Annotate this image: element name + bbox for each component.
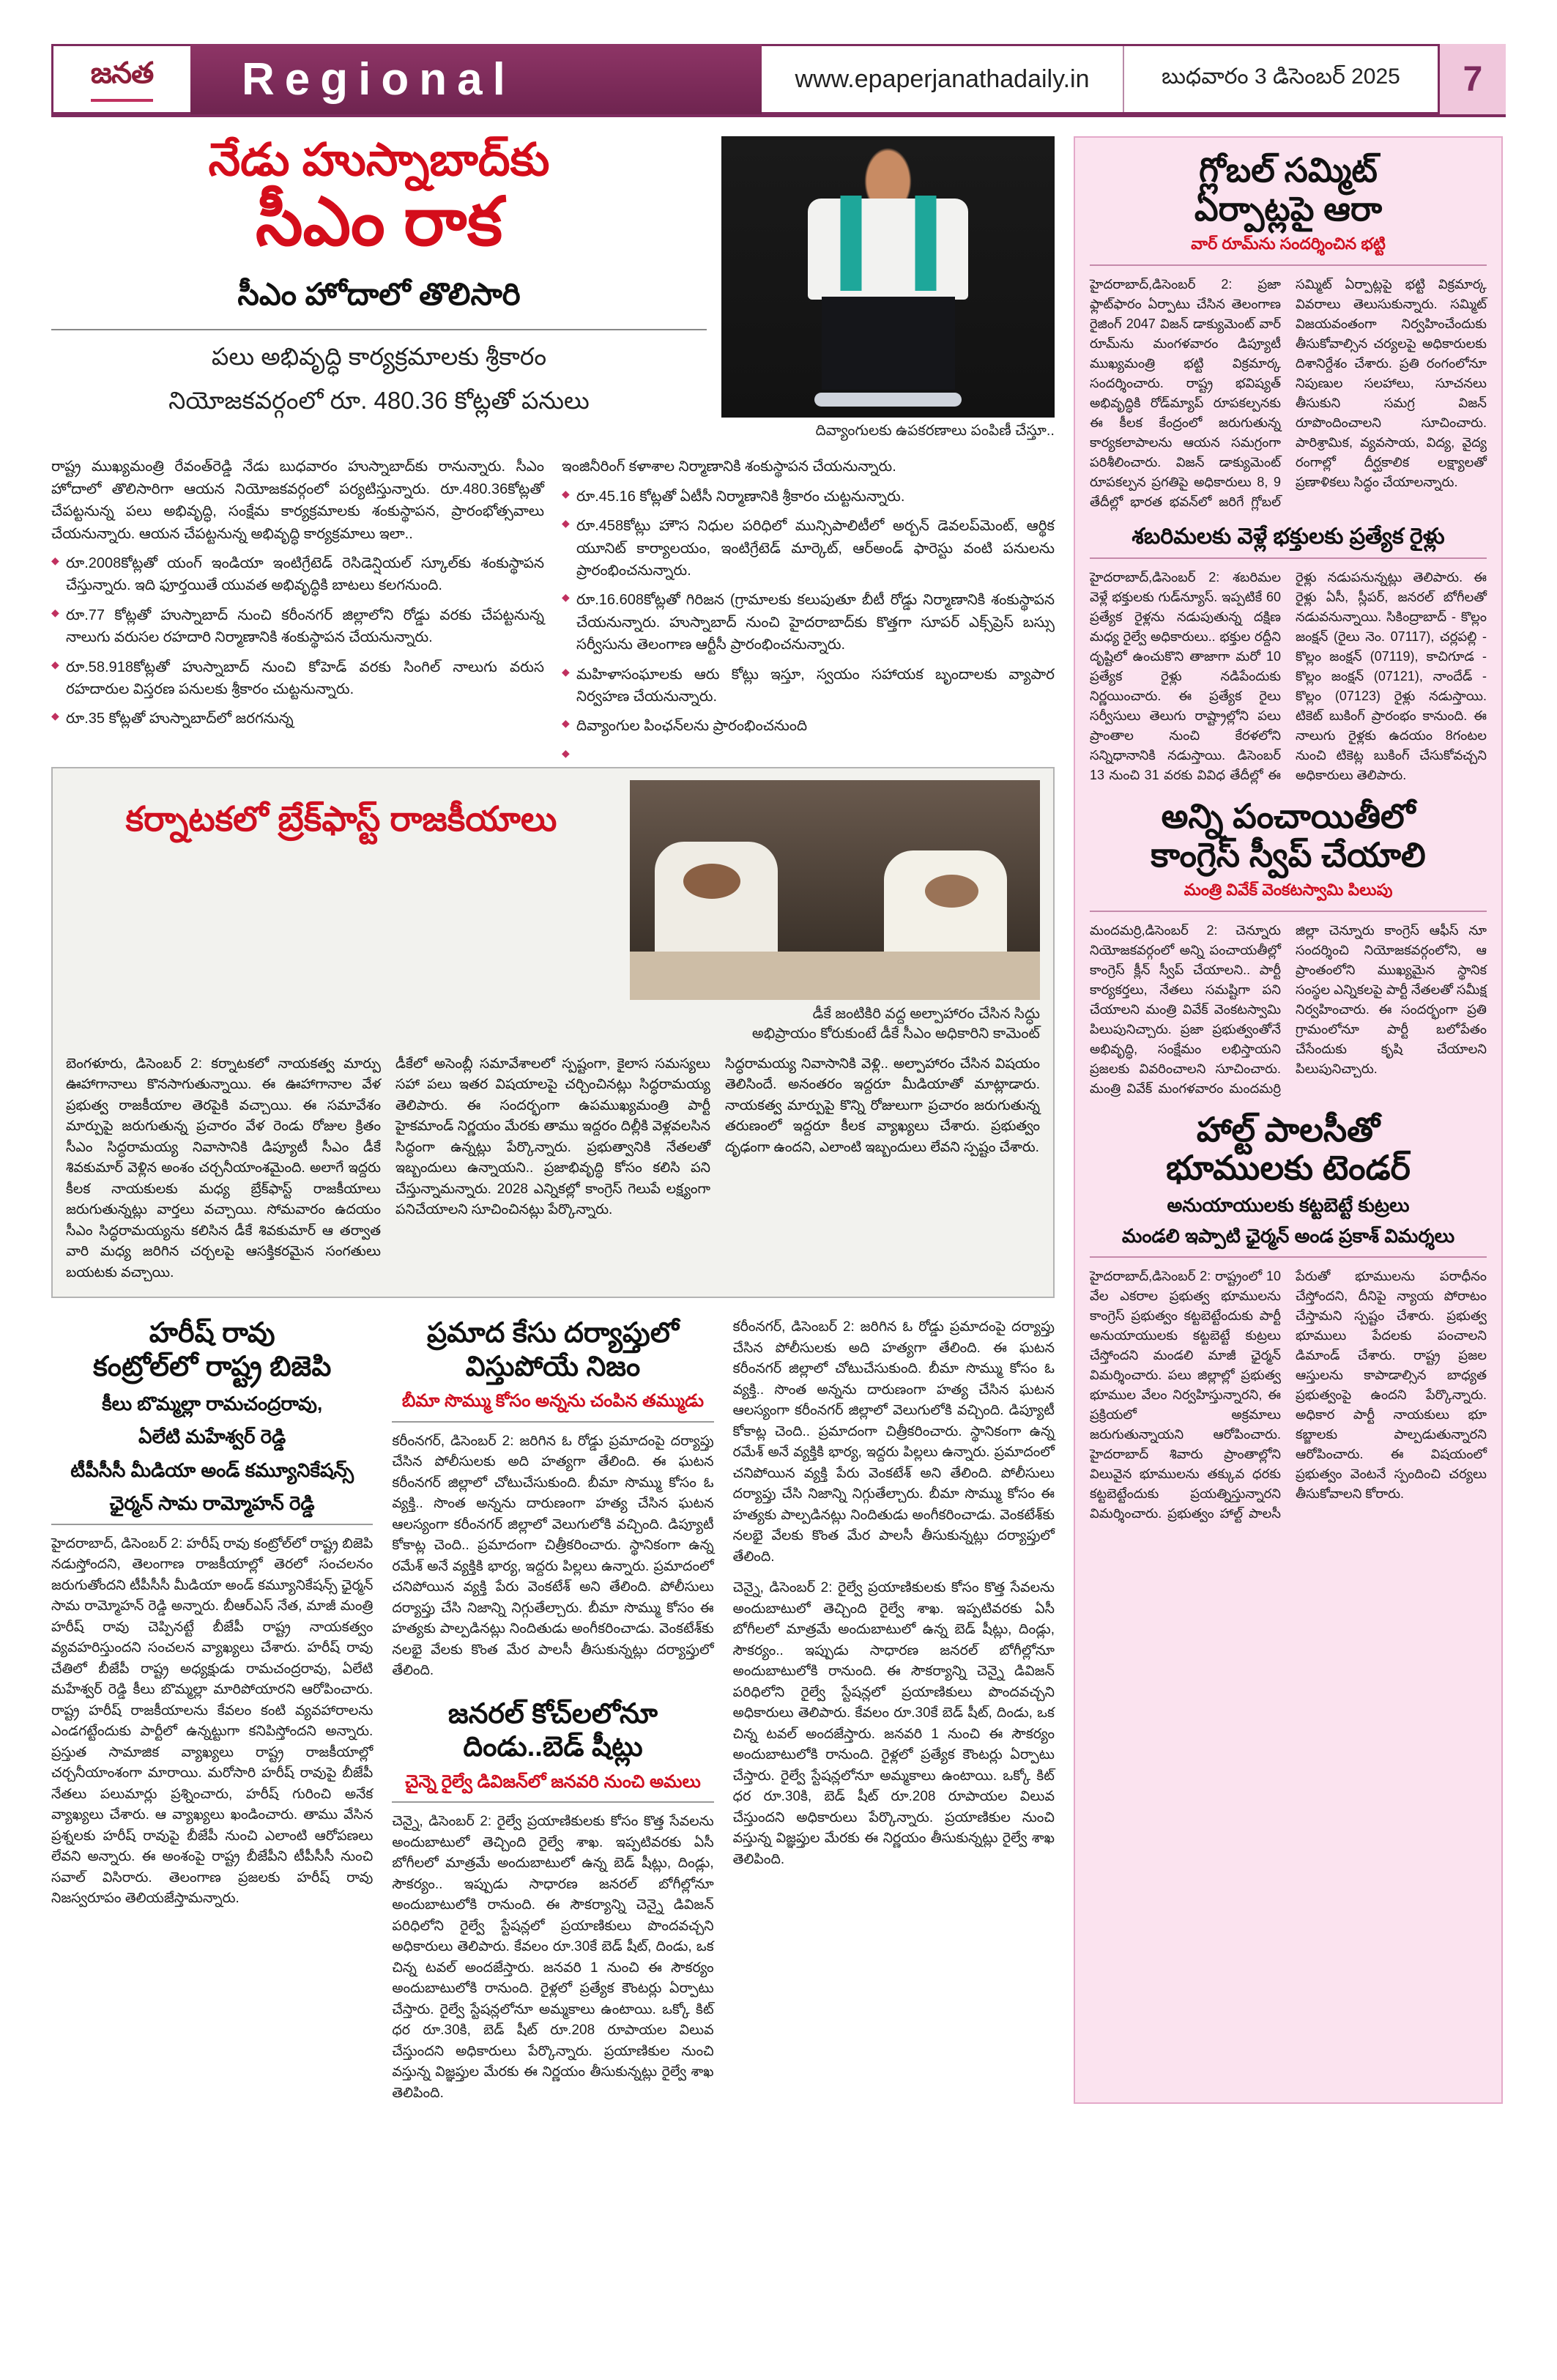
lead-headline-line2: సీఎం రాక (255, 185, 503, 260)
masthead-info (762, 44, 1440, 114)
divider (1090, 911, 1487, 912)
lead-body-col-2 (562, 456, 1055, 744)
lead-photo-caption: దివ్యాంగులకు ఉపకరణాలు పంపిణీ చేస్తూ.. (815, 423, 1055, 440)
harish-body: హైదరాబాద్, డిసెంబర్ 2: హరీష్ రావు కంట్రోల్‌లో రాష్ట్ర బిజెపి నడుస్తోందని, తెలంగాణ రాజకీయాల్లో తెరలో సంచలనం జరుగుతోందని టీపీసీసీ మీడియా అండ్ కమ్యూనికేషన్స్ ఛైర్మన్ సామ రామ్మోహన్ రెడ్డి అన్నారు. బీఆర్ఎస్ నేత, మాజీ మంత్రి హరీష్ రావు చెప్పినట్టే బీజేపీ రాష్ట్ర నాయకత్వం వ్యవహరిస్తుందని సంచలన వ్యాఖ్యలు చేశారు. హరీష్ రావు చేతిలో బీజేపీ రాష్ట్ర అధ్యక్షుడు రామచంద్రరావు, ఏలేటి మహేశ్వర్ రెడ్డి కీలు బొమ్మల్లా మారిపోయారని ఆరోపించారు. రాష్ట్ర హరీష్ రాజకీయాలను కేవలం కంటి వ్యవహారాలను ఎండగట్టేందుకు పార్టీలో ఉన్నట్టుగా కనిపిస్తోందని అన్నారు. ప్రస్తుత సామాజిక వ్యాఖ్యలు రాష్ట్ర రాజకీయాల్లో చర్చనీయాంశంగా మారాయి. మరోసారి హరీష్ రావుపై బీజేపీ నేతలు పలుమార్లు ప్రశ్నించారు, హరీష్ గురించి అనేక వ్యాఖ్యలు చేశారు. ఆ వ్యాఖ్యలు ఖండించారు. తాము వేసిన ప్రశ్నలకు హరీష్ రావుపై బీజేపీ నుంచి ఎలాంటి ఆరోపణలు లేవని అన్నారు. ఈ అంశంపై రాష్ట్ర బీజేపీని టీపీసీసీ నుంచి సవాల్ విసిరారు. తెలంగాణ ప్రజలకు హరీష్ రావు నిజస్వరూపం తెలియజేస్తామన్నారు. (51, 1535, 374, 1907)
accident-headline: ప్రమాద కేసు దర్యాప్తులో విస్తుపోయే నిజం (427, 1318, 679, 1382)
publication-logo-text: జనత (91, 57, 153, 102)
lead-body-col-1 (51, 456, 544, 744)
lead-bullet: ◆ మహిళాసంఘాలకు ఆరు కోట్లు ఇస్తూ, స్వయం సహాయక బృందాలకు వ్యాపార నిర్వహణ చేయనున్నారు. (562, 664, 1055, 708)
harish-sub-line3: టీపీసీసీ మీడియా అండ్ కమ్యూనికేషన్స్ (70, 1458, 354, 1481)
lead-headline-line1: నేడు హుస్నాబాద్‌కు (208, 135, 550, 185)
lead-bullet: ◆ రూ.77 కోట్లతో హుస్నాబాద్ నుంచి కరీంనగర్ జిల్లాలోని రోడ్డు వరకు చేపట్టనున్న నాలుగు వరుసల రహదారి నిర్మాణానికి శంకుస్థాపన చేయనున్నారు. (51, 604, 544, 649)
halt-policy-body: హైదరాబాద్,డిసెంబర్ 2: రాష్ట్రంలో 10 వేల ఎకరాల ప్రభుత్వ భూములను కాంగ్రెస్ ప్రభుత్వం కట్టబెట్టేందుకు పార్టీ అనుయాయులకు కట్టబెట్టే కుట్రలు చేస్తోందని మండలి మాజీ ఛైర్మన్ విమర్శించారు. పలు జిల్లాల్లో ప్రభుత్వ భూముల వేలం నిర్వహిస్తున్నారని, ఈ ప్రక్రియలో అక్రమాలు జరుగుతున్నాయని ఆరోపించారు. హైదరాబాద్ శివారు ప్రాంతాల్లోని విలువైన భూములను తక్కువ ధరకు కట్టబెట్టేందుకు ప్రయత్నిస్తున్నారని విమర్శించారు. ప్రభుత్వం హాల్ట్ పాలసీ పేరుతో భూములను పరాధీనం చేస్తోందని, దీనిపై న్యాయ పోరాటం చేస్తామని స్పష్టం చేశారు. ప్రభుత్వ భూములు పేదలకు పంచాలని డిమాండ్ చేశారు. రాష్ట్ర ప్రజల ఆస్తులను కాపాడాల్సిన బాధ్యత ప్రభుత్వంపై ఉందని పేర్కొన్నారు. అధికార పార్టీ నాయకులు భూ కబ్జాలకు పాల్పడుతున్నారని ఆరోపించారు. ఈ విషయంలో ప్రభుత్వం వెంటనే స్పందించి చర్యలు తీసుకోవాలని కోరారు. (1090, 1268, 1487, 1521)
karnataka-headline: కర్నాటకలో బ్రేక్‌ఫాస్ట్ రాజకీయాలు (125, 798, 557, 838)
global-summit-subheadline: వార్ రూమ్‌ను సందర్శించిన భట్టి (1191, 234, 1386, 253)
karnataka-photo-wrap (630, 780, 1040, 1044)
harish-headline-line2: కంట్రోల్‌లో రాష్ట్ర బిజెపి (92, 1351, 332, 1382)
karnataka-photo (630, 780, 1040, 1000)
general-coach-subheadline: చైన్నె రైల్వే డివిజన్‌లో జనవరి నుంచి అమలు (405, 1771, 701, 1792)
general-coach-headline: జనరల్ కోచ్‌లలోనూ దిండు..బెడ్ షీట్లు (447, 1698, 658, 1763)
lead-subheadline: సీఎం హోదాలో తొలిసారి (51, 277, 707, 330)
bottom-section (51, 1317, 1055, 2104)
karnataka-col-1: బెంగళూరు, డిసెంబర్ 2: కర్నాటకలో నాయకత్వ మార్పు ఊహాగానాలు కొనసాగుతున్నాయి. ఈ ఊహాగానాల వేళ ప్రభుత్వ రాజకీయాల తెరపైకి వచ్చాయి. ఈ సమావేశం మార్పుపై జరుగుతున్న ప్రచారం వేళ రెండు రోజుల క్రితం సీఎం సిద్ధరామయ్య నివాసానికి డిప్యూటీ సీఎం డీకే శివకుమార్ వెళ్లిన అంశం చర్చనీయాంశమైంది. అలాగే ఇద్దరు కీలక నాయకులకు మధ్య బ్రేక్‌ఫాస్ట్ రాజకీయాలు జరుగుతున్నట్లు వార్తలు వచ్చాయి. సోమవారం ఉదయం సీఎం సిద్ధరామయ్యను కలిసిన డీకే శివకుమార్ ఆ తర్వాత వారి మధ్య జరిగిన చర్చలపై ఆసక్తికరమైన సంగతులు బయటకు వచ్చాయి. (66, 1056, 381, 1280)
accident-body: కరీంనగర్, డిసెంబర్ 2: జరిగిన ఓ రోడ్డు ప్రమాదంపై దర్యాప్తు చేసిన పోలీసులకు అది హత్యగా తేలింది. ఈ ఘటన కరీంనగర్ జిల్లాలో చోటుచేసుకుంది. బీమా సొమ్ము కోసం ఓ వ్యక్తి.. సొంత అన్నను దారుణంగా హత్య చేసిన ఘటన ఆలస్యంగా కరీంనగర్ జిల్లాలో వెలుగులోకి వచ్చింది. డిప్యూటీ కోకాట్ల చెంది.. ప్రమాదంగా చిత్రీకరించారు. స్థానికంగా ఉన్న రమేశ్ అనే వ్యక్తికి భార్య, ఇద్దరు పిల్లలు ఉన్నారు. ప్రమాదంలో చనిపోయిన వ్యక్తి పేరు వెంకటేశ్ అని తేలింది. పోలీసులు దర్యాప్తు చేసి నిజాన్ని నిగ్గుతేల్చారు. బీమా సొమ్ము కోసం ఈ హత్యకు పాల్పడినట్లు నిందితుడు అంగీకరించాడు. వెంకటేశ్‌కు నలభై వేలకు కొంత మేర పాలసీ తీసుకున్నట్లు దర్యాప్తులో తేలింది. (392, 1433, 714, 1679)
page-number: 7 (1440, 44, 1506, 114)
karnataka-col-3: సిద్ధరామయ్య నివాసానికి వెళ్లి.. అల్పాహారం చేసిన విషయం తెలిసిందే. అనంతరం ఇద్దరూ మీడియాతో మాట్లాడారు. నాయకత్వ మార్పుపై కొన్ని రోజులుగా ప్రచారం జరుగుతున్న తరుణంలో ఇద్దరూ కీలక వ్యాఖ్యలు చేశారు. ప్రభుత్వం దృఢంగా ఉందని, ఎలాంటి ఇబ్బందులు లేవని స్పష్టం చేశారు. (725, 1056, 1040, 1155)
page-body (51, 136, 1506, 2104)
cm-portrait-figure (721, 136, 1055, 418)
sabarimala-story (1090, 524, 1487, 785)
general-coach-overflow-text: చెన్నై, డిసెంబర్ 2: రైల్వే ప్రయాణికులకు కోసం కొత్త సేవలను అందుబాటులో తెచ్చింది రైల్వే శాఖ. ఇప్పటివరకు ఏసీ బోగీలలో మాత్రమే అందుబాటులో ఉన్న బెడ్ షీట్లు, దిండ్లు, సౌకర్యం.. ఇప్పుడు సాధారణ జనరల్ బోగీల్లోనూ అందుబాటులోకి రానుంది. ఈ సౌకర్యాన్ని చెన్నై డివిజన్ పరిధిలోని రైల్వే స్టేషన్లలో ప్రయాణికులు పొందవచ్చని అధికారులు తెలిపారు. కేవలం రూ.30కే బెడ్ షీట్, దిండు, ఒక చిన్న టవల్ అందజేస్తారు. జనవరి 1 నుంచి ఈ సౌకర్యం అందుబాటులోకి రానుంది. రైళ్లలో ప్రత్యేక కౌంటర్లు ఏర్పాటు చేస్తారు. రైల్వే స్టేషన్లలోనూ అమ్మకాలు ఉంటాయి. ఒక్కో కిట్ ధర రూ.30కి, బెడ్ షీట్ రూ.208 రూపాయల విలువ చేస్తుందని అధికారులు పేర్కొన్నారు. ప్రయాణికుల నుంచి వస్తున్న విజ్ఞప్తుల మేరకు ఈ నిర్ణయం తీసుకున్నట్లు రైల్వే శాఖ తెలిపింది. (732, 1580, 1055, 1867)
lead-story-text (51, 136, 707, 418)
panchayat-story (1090, 797, 1487, 1099)
divider (392, 1421, 713, 1423)
halt-policy-headline-line1: హాల్ట్ పాలసీతో (1196, 1110, 1381, 1149)
photo-person-left-head (683, 864, 740, 899)
photo-person-right-head (925, 875, 978, 908)
lead-bullet: ◆ రూ.458కోట్లు హౌస నిధుల పరిధిలో మున్సిపాలిటీలో అర్బన్ డెవలప్‌మెంట్, ఆర్థిక యూనిట్ కార్యాలయం, ఇంటిగ్రేటెడ్ మార్కెట్, ఆర్‌అండ్ ఫారెస్టు వంటి పనులను ప్రారంభించనున్నారు. (562, 515, 1055, 582)
karnataka-top (66, 780, 1040, 1044)
portrait-trousers (822, 297, 955, 390)
halt-policy-story (1090, 1111, 1487, 1524)
lead-bullet: ◆ రూ.2008కోట్లతో యంగ్ ఇండియా ఇంటిగ్రేటెడ్ రెసిడెన్షియల్ స్కూల్‌కు శంకుస్థాపన చేస్తున్నారు. ఇది ఫూర్తయితే యువత అభివృద్ధికి బాటలు కలగనుంది. (51, 552, 544, 597)
divider (1090, 1256, 1487, 1258)
harish-headline-line1: హరీష్ రావు (149, 1318, 275, 1349)
sabarimala-body: హైదరాబాద్,డిసెంబర్ 2: శబరిమల వెళ్లే భక్తులకు గుడ్‌న్యూస్. ఇప్పటికే 60 ప్రత్యేక రైళ్లను నడుపుతున్న దక్షిణ మధ్య రైల్వే అధికారులు.. భక్తుల రద్దీని దృష్టిలో ఉంచుకొని తాజాగా మరో 10 ప్రత్యేక రైళ్లు నడిపేందుకు నిర్ణయించారు. ఈ ప్రత్యేక రైలు సర్వీసులు తెలుగు రాష్ట్రాల్లోని పలు ప్రాంతాల నుంచి కేరళలోని సన్నిధానానికి నడుస్తాయి. డిసెంబర్ 13 నుంచి 31 వరకు వివిధ తేదీల్లో ఈ రైళ్లు నడుపనున్నట్లు తెలిపారు. ఈ రైళ్లు ఏసీ, స్లీపర్, జనరల్ బోగీలతో నడువనున్నాయి. సికింద్రాబాద్ - కొల్లం జంక్షన్ (రైలు నెం. 07117), చర్లపల్లి - కొల్లం జంక్షన్ (07119), కాచిగూడ - కొల్లం జంక్షన్ (07121), నాందేడ్ - కొల్లం (07123) రైళ్లు నడుస్తాయి. టికెట్ బుకింగ్ ప్రారంభం కానుంది. ఈ నాలుగు రైళ్లకు ఉదయం 8గంటల నుంచి టికెట్ల బుకింగ్ చేసుకోవచ్చని అధికారులు తెలిపారు. (1090, 569, 1487, 782)
lead-bullet: ◆ రూ.45.16 కోట్లతో ఏటీసీ నిర్మాణానికి శ్రీకారం చుట్టనున్నారు. (562, 486, 1055, 508)
harish-sub-line1: కీలు బొమ్మల్లా రామచంద్రరావు, (102, 1393, 323, 1415)
section-title: Regional (242, 53, 516, 105)
karnataka-caption (630, 1004, 1040, 1044)
panchayat-subheadline: మంత్రి వివేక్ వెంకటస్వామి పిలుపు (1183, 880, 1393, 899)
publication-logo (51, 44, 190, 114)
divider (1090, 557, 1487, 559)
halt-policy-sub-line1: అనుయాయులకు కట్టబెట్టే కుట్రలు (1167, 1194, 1410, 1217)
global-summit-headline-line2: ఏర్పాట్లపై ఆరా (1194, 189, 1383, 228)
lead-bullet: ◆ రూ.16.608కోట్లతో గిరిజన (గ్రామాలకు కలుపుతూ బీటీ రోడ్డు నిర్మాణానికి శంకుస్థాపన చేయనున్నారు. హుస్నాబాద్ నుంచి హైదరాబాద్‌కు కొత్తగా సూపర్ ఎక్స్‌ప్రెస్ బస్సు సర్వీసును తెలంగాణ ఆర్టీసీ ప్రారంభించనున్నారు. (562, 589, 1055, 656)
harish-sub-line4: ఛైర్మన్ సామ రామ్మోహన్ రెడ్డి (109, 1491, 315, 1514)
halt-policy-headline-line2: భూములకు టెండర్ (1166, 1149, 1411, 1187)
harish-story (51, 1317, 373, 2104)
lead-deck-line1: పలు అభివృద్ధి కార్యక్రమాలకు శ్రీకారం (211, 342, 547, 370)
global-summit-headline-line1: గ్లోబల్ సమ్మిట్ (1199, 151, 1378, 189)
halt-policy-sub-line2: మండలి ఇప్పాటి ఛైర్మన్ అండ ప్రకాశ్ విమర్శలు (1121, 1225, 1455, 1248)
masthead (51, 44, 1506, 117)
portrait-shoes (814, 393, 961, 407)
accident-overflow-text: కరీంనగర్, డిసెంబర్ 2: జరిగిన ఓ రోడ్డు ప్రమాదంపై దర్యాప్తు చేసిన పోలీసులకు అది హత్యగా తేలింది. ఈ ఘటన కరీంనగర్ జిల్లాలో చోటుచేసుకుంది. బీమా సొమ్ము కోసం ఓ వ్యక్తి.. సొంత అన్నను దారుణంగా హత్య చేసిన ఘటన ఆలస్యంగా కరీంనగర్ జిల్లాలో వెలుగులోకి వచ్చింది. డిప్యూటీ కోకాట్ల చెంది.. ప్రమాదంగా చిత్రీకరించారు. స్థానికంగా ఉన్న రమేశ్ అనే వ్యక్తికి భార్య, ఇద్దరు పిల్లలు ఉన్నారు. ప్రమాదంలో చనిపోయిన వ్యక్తి పేరు వెంకటేశ్ అని తేలింది. పోలీసులు దర్యాప్తు చేసి నిజాన్ని నిగ్గుతేల్చారు. బీమా సొమ్ము కోసం ఈ హత్యకు పాల్పడినట్లు నిందితుడు అంగీకరించాడు. వెంకటేశ్‌కు నలభై వేలకు కొంత మేర పాలసీ తీసుకున్నట్లు దర్యాప్తులో తేలింది. (732, 1319, 1055, 1565)
lead-story (51, 135, 1055, 440)
lead-bullet: ◆ దివ్యాంగుల పింఛన్‌లను ప్రారంభించనుంది (562, 715, 1055, 737)
panchayat-body: మందమర్రి,డిసెంబర్ 2: చెన్నూరు నియోజకవర్గంలో అన్ని పంచాయతీల్లో కాంగ్రెస్ క్లీన్ స్వీప్ చేయాలని.. పార్టీ కార్యకర్తలు, నేతలు సమష్టిగా పని చేయాలని మంత్రి వివేక్ వెంకటస్వామి పిలుపునిచ్చారు. ప్రజా ప్రభుత్వంతోనే అభివృద్ధి, సంక్షేమం లభిస్తాయని ప్రజలకు వివరించాలని సూచించారు. మంత్రి వివేక్ మంగళవారం మందమర్రి జిల్లా చెన్నూరు కాంగ్రెస్ ఆఫీస్ నూ సందర్శించి నియోజకవర్గంలోని, ఆ ప్రాంతంలోని ముఖ్యమైన స్థానిక సంస్థల ఎన్నికలపై పార్టీ నేతలతో సమీక్ష నిర్వహించారు. ఈ సందర్భంగా ప్రతి గ్రామంలోనూ పార్టీ బలోపేతం చేసేందుకు కృషి చేయాలని పిలుపునిచ్చారు. (1090, 922, 1487, 1096)
lead-deck-line2: నియోజకవర్గంలో రూ. 480.36 కోట్లతో పనులు (168, 386, 590, 414)
sabarimala-headline: శబరిమలకు వెళ్లే భక్తులకు ప్రత్యేక రైళ్లు (1131, 524, 1445, 549)
publication-date: బుధవారం 3 డిసెంబర్ 2025 (1123, 46, 1438, 112)
bottom-overflow-column (733, 1317, 1055, 2104)
global-summit-story (1090, 151, 1487, 512)
global-summit-body: హైదరాబాద్,డిసెంబర్ 2: ప్రజా ఫ్లాట్‌ఫారం ఏర్పాటు చేసిన తెలంగాణ రైజింగ్ 2047 విజన్ డాక్యుమెంట్ వార్ రూమ్‌ను మంగళవారం డిప్యూటీ ముఖ్యమంత్రి భట్టి విక్రమార్క సందర్శించారు. రాష్ట్ర భవిష్యత్ అభివృద్ధికి రోడ్‌మ్యాప్ రూపకల్పనకు ఈ కీలక కేంద్రంలో జరుగుతున్న కార్యకలాపాలను ఆయన సమగ్రంగా పరిశీలించారు. విజన్ డాక్యుమెంట్ రూపకల్పన ప్రగతిపై అధికారులు 8, 9 తేదీల్లో భారత భవన్‌లో జరిగే గ్లోబల్ సమ్మిట్ ఏర్పాట్లపై భట్టి విక్రమార్క వివరాలు తెలుసుకున్నారు. సమ్మిట్ విజయవంతంగా నిర్వహించేందుకు తీసుకోవాల్సిన చర్యలపై అధికారులకు దిశానిర్దేశం చేశారు. ప్రతి రంగంలోనూ నిపుణుల సలహాలు, సూచనలు తీసుకుని సమగ్ర విజన్ రూపొందించాలని సూచించారు. పారిశ్రామిక, వ్యవసాయ, విద్య, వైద్య రంగాల్లో దీర్ఘకాలిక లక్ష్యాలతో ప్రణాళికలు సిద్ధం చేయాలన్నారు. (1090, 276, 1487, 509)
divider (1090, 264, 1487, 266)
divider (51, 1524, 373, 1525)
karnataka-body (66, 1054, 1040, 1284)
lead-para: ఇంజినీరింగ్ కళాశాల నిర్మాణానికి శంకుస్థాపన చేయనున్నారు. (562, 459, 896, 475)
photo-table (630, 952, 1040, 1000)
accident-subheadline: బీమా సొమ్ము కోసం అన్నను చంపిన తమ్ముడు (401, 1391, 705, 1412)
karnataka-story (51, 767, 1055, 1299)
main-column (51, 136, 1055, 2104)
portrait-scarf (822, 196, 955, 292)
harish-sub-line2: ఏలేటి మహేశ్వర్ రెడ్డి (138, 1426, 286, 1448)
panchayat-headline-line2: కాంగ్రెస్ స్వీప్ చేయాలి (1151, 835, 1426, 874)
lead-bullet: ◆ రూ.58.918కోట్లతో హుస్నాబాద్ నుంచి కోహెడ్ వరకు సింగిల్ నాలుగు వరుస రహదారుల విస్తరణ పనులకు శ్రీకారం చుట్టనున్నారు. (51, 656, 544, 701)
right-rail (1074, 136, 1503, 2104)
karnataka-col-2: డీకేలో అసెంబ్లీ సమావేశాలలో స్పష్టంగా, కైలాస సమస్యలు సహా పలు ఇతర విషయాలపై చర్చించినట్లు సిద్ధరామయ్య తెలిపారు. ఈ సందర్భంగా ఉపముఖ్యమంత్రి పార్టీ హైకమాండ్ నిర్ణయం మేరకు తాము ఇద్దరం దిల్లీకి వెళ్లవలసిన సిద్ధంగా ఉన్నట్లు పేర్కొన్నారు. ప్రభుత్వానికి నేతలతో ఇబ్బందులు ఉన్నాయని.. ప్రజాభివృద్ధి కోసం కలిసి పని చేస్తున్నామన్నారు. 2028 ఎన్నికల్లో కాంగ్రెస్ గెలుపే లక్ష్యంగా పనిచేయాలని సూచించినట్లు పేర్కొన్నారు. (395, 1056, 710, 1218)
section-banner (190, 44, 762, 114)
lead-bullet: ◆ రూ.35 కోట్లతో హుస్నాబాద్‌లో జరగనున్న (51, 708, 544, 730)
lead-story-body (51, 456, 1055, 744)
karnataka-caption-line2: అభిప్రాయం కోరుకుంటే డీకే సీఎం అధికారిని కామెంట్ (751, 1025, 1040, 1042)
general-coach-body: చెన్నై, డిసెంబర్ 2: రైల్వే ప్రయాణికులకు కోసం కొత్త సేవలను అందుబాటులో తెచ్చింది రైల్వే శాఖ. ఇప్పటివరకు ఏసీ బోగీలలో మాత్రమే అందుబాటులో ఉన్న బెడ్ షీట్లు, దిండ్లు, సౌకర్యం.. ఇప్పుడు సాధారణ జనరల్ బోగీల్లోనూ అందుబాటులోకి రానుంది. ఈ సౌకర్యాన్ని చెన్నై డివిజన్ పరిధిలోని రైల్వే స్టేషన్లలో ప్రయాణికులు పొందవచ్చని అధికారులు తెలిపారు. కేవలం రూ.30కే బెడ్ షీట్, దిండు, ఒక చిన్న టవల్ అందజేస్తారు. జనవరి 1 నుంచి ఈ సౌకర్యం అందుబాటులోకి రానుంది. రైళ్లలో ప్రత్యేక కౌంటర్లు ఏర్పాటు చేస్తారు. రైల్వే స్టేషన్లలోనూ అమ్మకాలు ఉంటాయి. ఒక్కో కిట్ ధర రూ.30కి, బెడ్ షీట్ రూ.208 రూపాయల విలువ చేస్తుందని అధికారులు పేర్కొన్నారు. ప్రయాణికుల నుంచి వస్తున్న విజ్ఞప్తుల మేరకు ఈ నిర్ణయం తీసుకున్నట్లు రైల్వే శాఖ తెలిపింది. (392, 1814, 714, 2101)
lead-para: రాష్ట్ర ముఖ్యమంత్రి రేవంత్‌రెడ్డి నేడు బుధవారం హుస్నాబాద్‌కు రానున్నారు. సీఎం హోదాలో తొలిసారిగా ఆయన నియోజకవర్గంలో పర్యటిస్తున్నారు. రూ.480.36కోట్లతో చేపట్టనున్న పలు అభివృద్ధి, సంక్షేమ కార్యక్రమాలకు శంకుస్థాపన, ప్రారంభోత్సవాలు చేయనున్నారు. ఆయన చేపట్టనున్న అభివృద్ధి కార్యక్రమాలు ఇలా.. (51, 459, 544, 542)
karnataka-caption-line1: డీకే జంటికిరి వద్ద అల్పాహారం చేసిన సిద్ధు (812, 1005, 1040, 1022)
epaper-url[interactable]: www.epaperjanathadaily.in (795, 64, 1090, 93)
panchayat-headline-line1: అన్ని పంచాయితీలో (1161, 796, 1416, 835)
divider (392, 1801, 713, 1803)
lead-photo (721, 136, 1055, 440)
accident-and-coach-stories (392, 1317, 713, 2104)
